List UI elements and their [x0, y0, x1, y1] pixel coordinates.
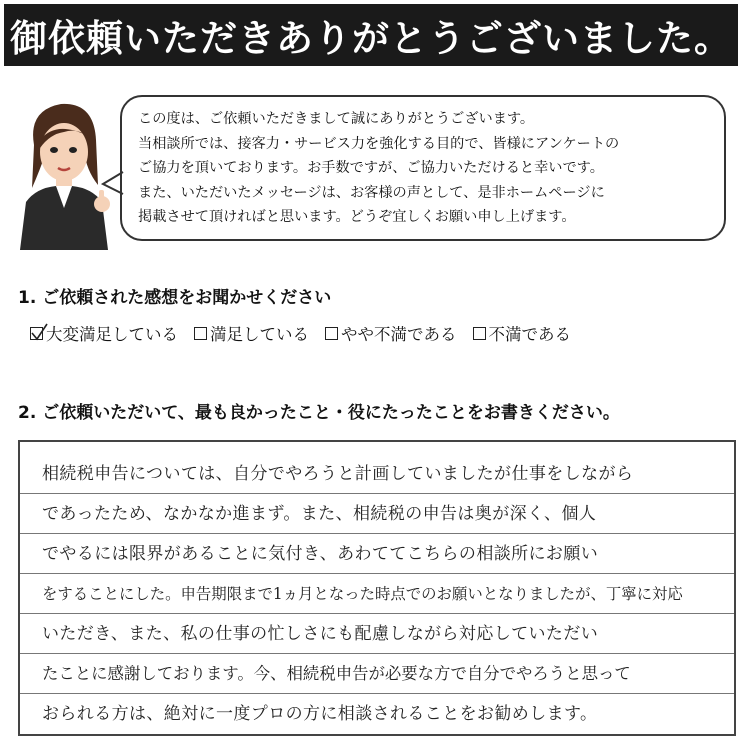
intro-speech-bubble [120, 95, 726, 241]
answer-line: 相続税申告については、自分でやろうと計画していましたが仕事をしながら [20, 454, 734, 494]
option-label: 満足している [210, 325, 309, 344]
checkbox-dissatisfied[interactable] [473, 327, 486, 340]
page-title: 御依頼いただきありがとうございました。 [10, 17, 732, 60]
answer-line: いただき、また、私の仕事の忙しさにも配慮しながら対応していただい [20, 614, 734, 654]
answer-line: たことに感謝しております。今、相続税申告が必要な方で自分でやろうと思って [20, 654, 734, 694]
intro-line: 掲載させて頂ければと思います。どうぞ宜しくお願い申し上げます。 [138, 209, 576, 226]
intro-line: ご協力を頂いております。お手数ですが、ご協力いただけると幸いです。 [138, 160, 604, 177]
answer-line: であったため、なかなか進まず。また、相続税の申告は奥が深く、個人 [20, 494, 734, 534]
option-very-satisfied[interactable] [30, 321, 178, 345]
header-banner [4, 4, 738, 66]
handwritten-answer-box [18, 440, 736, 736]
option-somewhat-dissatisfied[interactable] [325, 321, 457, 345]
intro-line: また、いただいたメッセージは、お客様の声として、是非ホームページに [138, 184, 605, 201]
checkbox-very-satisfied[interactable] [30, 327, 43, 340]
option-label: 大変満足している [46, 325, 178, 344]
option-satisfied[interactable] [194, 321, 309, 345]
checkbox-somewhat-dissatisfied[interactable] [325, 327, 338, 340]
intro-line: この度は、ご依頼いただきまして誠にありがとうございます。 [138, 111, 535, 127]
checkbox-satisfied[interactable] [194, 327, 207, 340]
option-label: やや不満である [341, 325, 457, 344]
intro-line: 当相談所では、接客力・サービス力を強化する目的で、皆様にアンケートの [138, 135, 620, 152]
answer-line: をすることにした。申告期限まで1ヵ月となった時点でのお願いとなりましたが、丁寧に対応 [20, 574, 734, 614]
checkmark-icon [29, 322, 49, 342]
answer-line: おられる方は、絶対に一度プロの方に相談されることをお勧めします。 [42, 704, 598, 724]
question1-title: 1. ご依頼された感想をお聞かせください [18, 288, 332, 308]
answer-line: でやるには限界があることに気付き、あわててこちらの相談所にお願い [20, 534, 734, 574]
question2-title: 2. ご依頼いただいて、最も良かったこと・役にたったことをお書きください。 [18, 403, 620, 423]
option-dissatisfied[interactable] [473, 321, 572, 345]
option-label: 不満である [488, 325, 571, 344]
satisfaction-options [30, 321, 571, 345]
